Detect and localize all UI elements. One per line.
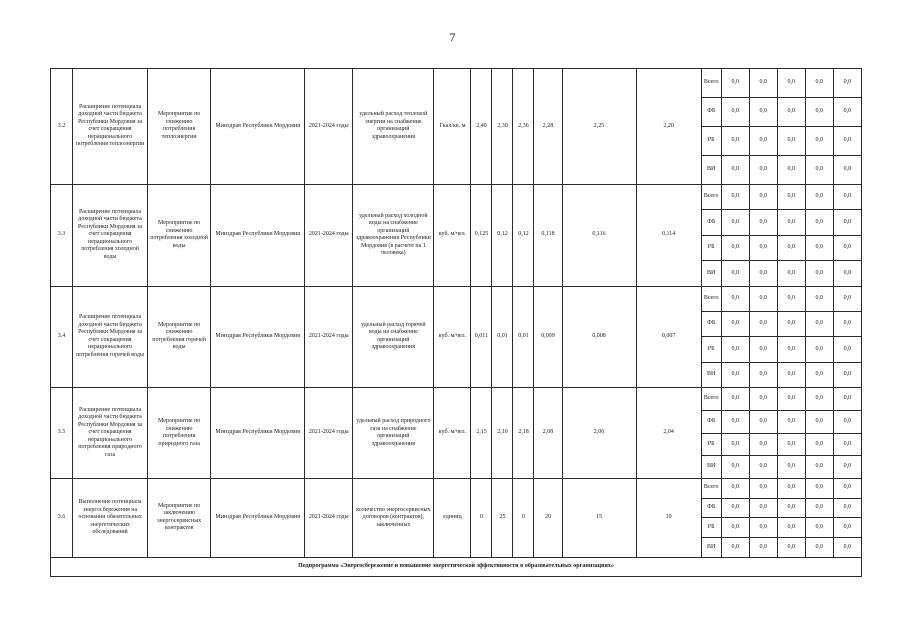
unit: куб. м/чел. — [434, 388, 471, 479]
funding-value: 0,0 — [721, 456, 749, 479]
executor: Минздрав Республики Мордовия — [211, 388, 305, 479]
indicator-value: 2,40 — [471, 69, 492, 185]
project-name: Расширение потенциала доходной части бюджета Республики Мордовия за счет сокращения нерационального потребления природного газа — [73, 388, 148, 479]
funding-value: 0,0 — [721, 410, 749, 433]
funding-value: 0,0 — [805, 97, 833, 126]
indicator-value: 10 — [636, 478, 701, 557]
funding-value: 0,0 — [805, 312, 833, 337]
page-number: 7 — [449, 30, 456, 44]
period: 2021-2024 годы — [305, 286, 353, 388]
funding-value: 0,0 — [777, 518, 805, 538]
funding-value: 0,0 — [833, 312, 861, 337]
indicator-value: 25 — [492, 478, 513, 557]
funding-value: 0,0 — [749, 538, 777, 558]
funding-value: 0,0 — [777, 538, 805, 558]
row-number: 3.2 — [51, 69, 73, 185]
funding-value: 0,0 — [749, 126, 777, 155]
indicator: удельный расход природного газа на снабжение организаций здравоохранения — [353, 388, 434, 479]
row-number: 3.4 — [51, 286, 73, 388]
funding-value: 0,0 — [721, 388, 749, 411]
funding-value: 0,0 — [777, 235, 805, 260]
indicator-value: 0 — [471, 478, 492, 557]
funding-value: 0,0 — [805, 478, 833, 498]
funding-source-label: ФБ — [701, 97, 721, 126]
project-name: Расширение потенциала доходной части бюджета Республики Мордовия за счет сокращения нерационального потребления горячей воды — [73, 286, 148, 388]
indicator-value: 2,28 — [534, 69, 562, 185]
funding-value: 0,0 — [749, 184, 777, 209]
funding-value: 0,0 — [749, 518, 777, 538]
funding-value: 0,0 — [777, 97, 805, 126]
funding-value: 0,0 — [749, 286, 777, 311]
indicator-value: 0,116 — [562, 184, 636, 286]
executor: Минздрав Республики Мордовия — [211, 478, 305, 557]
measure-name: Мероприятие по снижению потребления природного газа — [148, 388, 211, 479]
funding-value: 0,0 — [721, 184, 749, 209]
table-row — [51, 388, 862, 411]
funding-value: 0,0 — [777, 312, 805, 337]
table-row — [51, 478, 862, 498]
funding-source-label: Всего — [701, 478, 721, 498]
measure-name: Мероприятие по снижению потребления теплоэнергии — [148, 69, 211, 185]
funding-value: 0,0 — [721, 518, 749, 538]
measure-name: Мероприятие по снижению потребления холодной воды — [148, 184, 211, 286]
unit: куб. м/чел. — [434, 286, 471, 388]
funding-value: 0,0 — [805, 210, 833, 235]
funding-value: 0,0 — [777, 433, 805, 456]
row-number: 3.6 — [51, 478, 73, 557]
executor: Минздрав Республики Мордовия — [211, 184, 305, 286]
funding-value: 0,0 — [721, 97, 749, 126]
funding-source-label: ВИ — [701, 456, 721, 479]
indicator-value: 0,01 — [513, 286, 534, 388]
funding-value: 0,0 — [721, 210, 749, 235]
indicator-value: 2,25 — [562, 69, 636, 185]
funding-source-label: РБ — [701, 433, 721, 456]
funding-value: 0,0 — [777, 184, 805, 209]
indicator-value: 2,15 — [471, 388, 492, 479]
funding-value: 0,0 — [833, 286, 861, 311]
funding-value: 0,0 — [805, 518, 833, 538]
period: 2021-2024 годы — [305, 388, 353, 479]
funding-value: 0,0 — [777, 210, 805, 235]
funding-value: 0,0 — [805, 498, 833, 518]
executor: Минздрав Республики Мордовия — [211, 69, 305, 185]
funding-value: 0,0 — [777, 478, 805, 498]
indicator-value: 0,114 — [636, 184, 701, 286]
funding-value: 0,0 — [721, 69, 749, 98]
funding-value: 0,0 — [777, 126, 805, 155]
project-name: Расширение потенциала доходной части бюджета Республики Мордовия за счет сокращения нерационального потребления теплоэнергии — [73, 69, 148, 185]
indicator-value: 0,008 — [562, 286, 636, 388]
funding-value: 0,0 — [749, 498, 777, 518]
executor: Минздрав Республики Мордовия — [211, 286, 305, 388]
indicator-value: 2,20 — [636, 69, 701, 185]
indicator-value: 0 — [513, 478, 534, 557]
funding-value: 0,0 — [721, 286, 749, 311]
funding-value: 0,0 — [749, 456, 777, 479]
measure-name: Мероприятие по заключению энергосервисных контрактов — [148, 478, 211, 557]
funding-value: 0,0 — [833, 184, 861, 209]
funding-value: 0,0 — [833, 456, 861, 479]
funding-value: 0,0 — [721, 155, 749, 184]
funding-value: 0,0 — [833, 538, 861, 558]
funding-value: 0,0 — [833, 362, 861, 387]
funding-value: 0,0 — [805, 286, 833, 311]
funding-value: 0,0 — [721, 261, 749, 286]
funding-value: 0,0 — [805, 388, 833, 411]
funding-value: 0,0 — [749, 261, 777, 286]
funding-value: 0,0 — [805, 235, 833, 260]
funding-value: 0,0 — [749, 235, 777, 260]
funding-value: 0,0 — [777, 286, 805, 311]
unit: единиц — [434, 478, 471, 557]
funding-value: 0,0 — [833, 388, 861, 411]
funding-source-label: ВИ — [701, 362, 721, 387]
funding-value: 0,0 — [833, 97, 861, 126]
funding-value: 0,0 — [805, 538, 833, 558]
period: 2021-2024 годы — [305, 184, 353, 286]
indicator-value: 15 — [562, 478, 636, 557]
funding-source-label: Всего — [701, 388, 721, 411]
funding-value: 0,0 — [805, 362, 833, 387]
funding-source-label: РБ — [701, 337, 721, 362]
indicator-value: 2,08 — [534, 388, 562, 479]
funding-value: 0,0 — [833, 235, 861, 260]
funding-value: 0,0 — [721, 478, 749, 498]
funding-source-label: ВИ — [701, 538, 721, 558]
funding-value: 0,0 — [749, 97, 777, 126]
indicator-value: 2,18 — [513, 388, 534, 479]
funding-value: 0,0 — [833, 155, 861, 184]
funding-source-label: РБ — [701, 518, 721, 538]
funding-value: 0,0 — [833, 210, 861, 235]
unit: куб. м/чел. — [434, 184, 471, 286]
funding-value: 0,0 — [777, 362, 805, 387]
row-number: 3.5 — [51, 388, 73, 479]
funding-source-label: Всего — [701, 286, 721, 311]
funding-value: 0,0 — [749, 337, 777, 362]
funding-value: 0,0 — [721, 126, 749, 155]
indicator-value: 0,12 — [513, 184, 534, 286]
funding-value: 0,0 — [805, 433, 833, 456]
funding-source-label: Всего — [701, 184, 721, 209]
indicator: удельный расход холодной воды на снабжение организаций здравоохранения Республики Мордовия (в расчете на 1 человека) — [353, 184, 434, 286]
funding-value: 0,0 — [805, 126, 833, 155]
indicator-value: 2,04 — [636, 388, 701, 479]
row-number: 3.3 — [51, 184, 73, 286]
indicator-value: 0,01 — [492, 286, 513, 388]
funding-source-label: ФБ — [701, 410, 721, 433]
indicator-value: 0,12 — [492, 184, 513, 286]
indicator-value: 2,06 — [562, 388, 636, 479]
funding-value: 0,0 — [833, 69, 861, 98]
funding-value: 0,0 — [777, 337, 805, 362]
funding-value: 0,0 — [749, 69, 777, 98]
table-row — [51, 184, 862, 209]
funding-value: 0,0 — [833, 126, 861, 155]
subprogram-row — [51, 557, 862, 576]
funding-source-label: РБ — [701, 126, 721, 155]
funding-value: 0,0 — [777, 410, 805, 433]
funding-source-label: Всего — [701, 69, 721, 98]
funding-source-label: ФБ — [701, 498, 721, 518]
subprogram-title: Подпрограмма «Энергосбережение и повышение энергетической эффективности в образовательных организациях» — [51, 557, 862, 576]
indicator: удельный расход горячей воды на снабжение организаций здравоохранения — [353, 286, 434, 388]
funding-source-label: ВИ — [701, 261, 721, 286]
funding-value: 0,0 — [749, 312, 777, 337]
funding-value: 0,0 — [833, 498, 861, 518]
funding-value: 0,0 — [721, 433, 749, 456]
funding-value: 0,0 — [777, 261, 805, 286]
indicator-value: 2,30 — [492, 69, 513, 185]
table-row — [51, 69, 862, 98]
project-name: Расширение потенциала доходной части бюджета Республики Мордовия за счет сокращения нерационального потребления холодной воды — [73, 184, 148, 286]
indicator-value: 0,007 — [636, 286, 701, 388]
funding-value: 0,0 — [749, 210, 777, 235]
funding-value: 0,0 — [721, 538, 749, 558]
unit: Гкал/кв. м — [434, 69, 471, 185]
funding-value: 0,0 — [777, 388, 805, 411]
funding-source-label: ФБ — [701, 312, 721, 337]
funding-value: 0,0 — [833, 433, 861, 456]
indicator-value: 20 — [534, 478, 562, 557]
funding-value: 0,0 — [777, 69, 805, 98]
indicator-value: 2,36 — [513, 69, 534, 185]
funding-value: 0,0 — [805, 184, 833, 209]
funding-value: 0,0 — [749, 362, 777, 387]
funding-value: 0,0 — [833, 478, 861, 498]
funding-value: 0,0 — [777, 456, 805, 479]
funding-value: 0,0 — [805, 456, 833, 479]
period: 2021-2024 годы — [305, 478, 353, 557]
indicator-value: 0,009 — [534, 286, 562, 388]
period: 2021-2024 годы — [305, 69, 353, 185]
program-table — [50, 68, 862, 577]
indicator-value: 0,011 — [471, 286, 492, 388]
indicator: удельный расход тепловой энергии на снабжение организаций здравоохранения — [353, 69, 434, 185]
funding-value: 0,0 — [749, 433, 777, 456]
funding-value: 0,0 — [833, 261, 861, 286]
funding-value: 0,0 — [721, 337, 749, 362]
funding-value: 0,0 — [777, 498, 805, 518]
funding-value: 0,0 — [749, 478, 777, 498]
funding-value: 0,0 — [721, 498, 749, 518]
funding-source-label: РБ — [701, 235, 721, 260]
indicator-value: 0,125 — [471, 184, 492, 286]
funding-value: 0,0 — [833, 518, 861, 538]
funding-value: 0,0 — [805, 410, 833, 433]
funding-value: 0,0 — [721, 235, 749, 260]
funding-value: 0,0 — [833, 337, 861, 362]
funding-value: 0,0 — [805, 155, 833, 184]
funding-source-label: ФБ — [701, 210, 721, 235]
funding-value: 0,0 — [749, 410, 777, 433]
funding-value: 0,0 — [749, 388, 777, 411]
funding-source-label: ВИ — [701, 155, 721, 184]
measure-name: Мероприятие по снижению потребления горячей воды — [148, 286, 211, 388]
funding-value: 0,0 — [805, 69, 833, 98]
indicator-value: 2,10 — [492, 388, 513, 479]
funding-value: 0,0 — [749, 155, 777, 184]
funding-value: 0,0 — [777, 155, 805, 184]
funding-value: 0,0 — [833, 410, 861, 433]
funding-value: 0,0 — [721, 312, 749, 337]
funding-value: 0,0 — [721, 362, 749, 387]
indicator-value: 0,118 — [534, 184, 562, 286]
funding-value: 0,0 — [805, 261, 833, 286]
project-name: Выполнение потенциала энергосбережения на основании обязательных энергетических обследований — [73, 478, 148, 557]
indicator: количество энергосервисных договоров (контрактов), заключенных — [353, 478, 434, 557]
funding-value: 0,0 — [805, 337, 833, 362]
table-row — [51, 286, 862, 311]
